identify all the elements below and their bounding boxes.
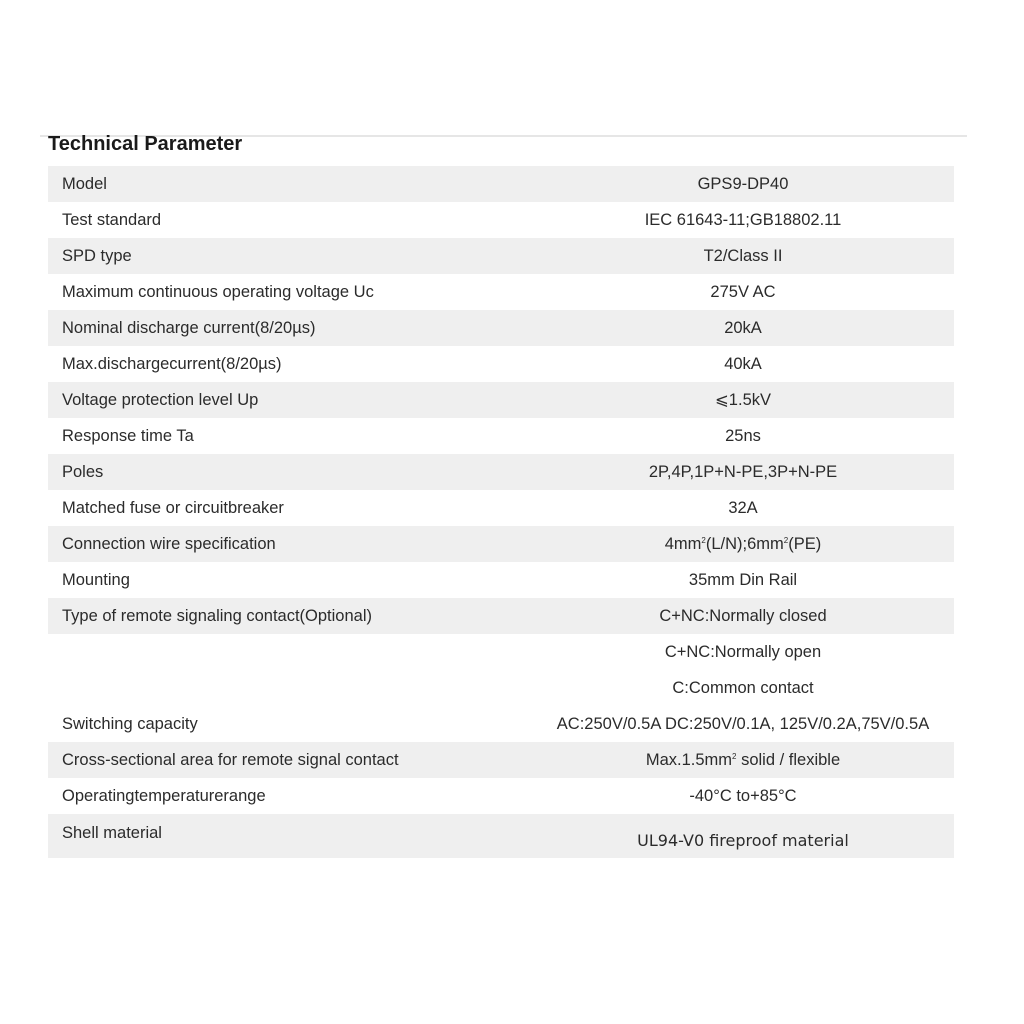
table-row xyxy=(48,238,954,274)
table-row xyxy=(48,706,954,742)
table-row xyxy=(48,598,954,634)
param-label: Mounting xyxy=(48,562,432,598)
table-row xyxy=(48,202,954,238)
table-row xyxy=(48,382,954,418)
param-label: Nominal discharge current(8/20µs) xyxy=(48,310,432,346)
table-row xyxy=(48,814,954,858)
param-label: Model xyxy=(48,166,432,202)
param-label: Poles xyxy=(48,454,432,490)
value-text: Max.1.5mm xyxy=(645,750,733,769)
param-label xyxy=(48,634,432,670)
table-row xyxy=(48,670,954,706)
table-row xyxy=(48,166,954,202)
param-label: SPD type xyxy=(48,238,432,274)
param-value: 40kA xyxy=(432,346,954,382)
value-text: 4mm xyxy=(664,534,702,553)
param-label: Type of remote signaling contact(Optional) xyxy=(48,598,432,634)
param-value: AC:250V/0.5A DC:250V/0.1A, 125V/0.2A,75V/0.5A xyxy=(432,706,954,742)
param-value: C:Common contact xyxy=(432,670,954,706)
param-label: Cross-sectional area for remote signal contact xyxy=(48,742,432,778)
param-value: 20kA xyxy=(432,310,954,346)
table-row xyxy=(48,526,954,562)
param-value: C+NC:Normally closed xyxy=(432,598,954,634)
param-value xyxy=(432,742,954,778)
param-value: C+NC:Normally open xyxy=(432,634,954,670)
param-label xyxy=(48,670,432,706)
table-row xyxy=(48,778,954,814)
param-value: UL94-V0 fireproof material xyxy=(432,814,954,858)
table-row xyxy=(48,346,954,382)
param-label: Connection wire specification xyxy=(48,526,432,562)
param-value xyxy=(432,526,954,562)
technical-parameter-table xyxy=(48,166,954,858)
param-label: Switching capacity xyxy=(48,706,432,742)
section-title: Technical Parameter xyxy=(48,133,243,155)
superscript: 2 xyxy=(732,751,737,761)
param-label: Matched fuse or circuitbreaker xyxy=(48,490,432,526)
table-row xyxy=(48,490,954,526)
param-value: GPS9-DP40 xyxy=(432,166,954,202)
param-value: 275V AC xyxy=(432,274,954,310)
table-row xyxy=(48,274,954,310)
param-value: 35mm Din Rail xyxy=(432,562,954,598)
param-value: ⩽1.5kV xyxy=(432,382,954,418)
param-label: Shell material xyxy=(48,814,432,858)
value-text: (L/N);6mm xyxy=(705,534,784,553)
table-row xyxy=(48,634,954,670)
table-row xyxy=(48,454,954,490)
param-label: Test standard xyxy=(48,202,432,238)
table-row xyxy=(48,562,954,598)
param-value: T2/Class II xyxy=(432,238,954,274)
param-value: -40°C to+85°C xyxy=(432,778,954,814)
table-row xyxy=(48,310,954,346)
param-value: IEC 61643-11;GB18802.11 xyxy=(432,202,954,238)
param-value: 25ns xyxy=(432,418,954,454)
param-label: Max.dischargecurrent(8/20µs) xyxy=(48,346,432,382)
superscript: 2 xyxy=(783,535,789,545)
value-text: solid / flexible xyxy=(736,750,841,769)
param-label: Maximum continuous operating voltage Uc xyxy=(48,274,432,310)
value-text: (PE) xyxy=(788,534,822,553)
param-label: Operatingtemperaturerange xyxy=(48,778,432,814)
param-value: 2P,4P,1P+N-PE,3P+N-PE xyxy=(432,454,954,490)
param-value: 32A xyxy=(432,490,954,526)
table-row xyxy=(48,742,954,778)
table-row xyxy=(48,418,954,454)
superscript: 2 xyxy=(701,535,706,545)
param-label: Response time Ta xyxy=(48,418,432,454)
param-label: Voltage protection level Up xyxy=(48,382,432,418)
